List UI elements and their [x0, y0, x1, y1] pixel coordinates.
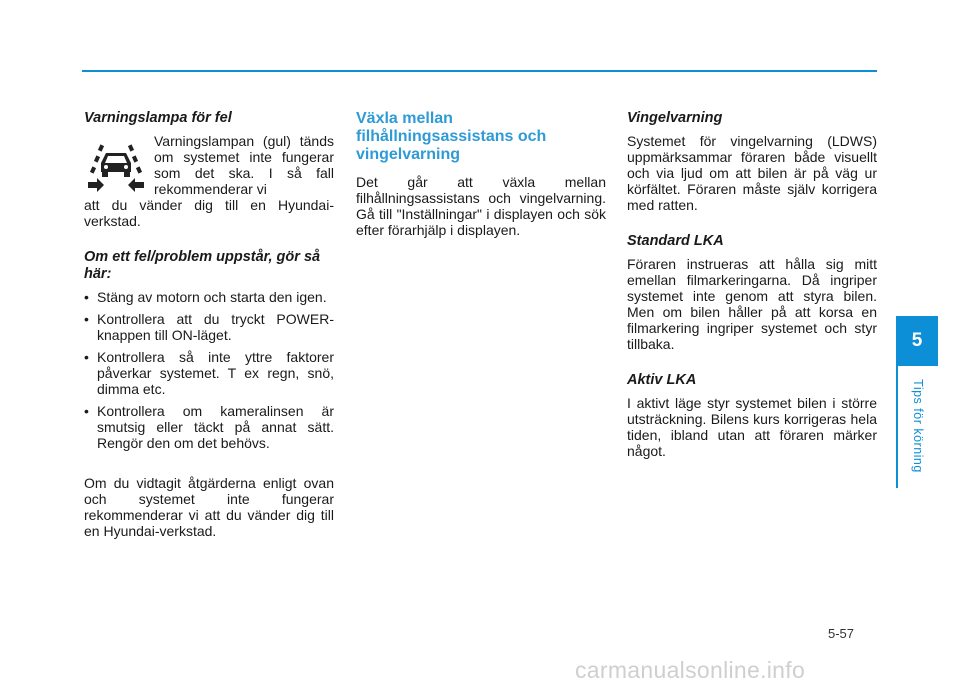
column-middle: [356, 110, 606, 238]
warning-lamp-text-rest: att du vänder dig till en Hyundai-verkstad.: [84, 197, 334, 229]
heading-switch-modes: Växla mellan filhållningsassistans och vingelvarning: [356, 110, 547, 163]
vingelvarning-body: Systemet för vingelvarning (LDWS) uppmärksammar föraren både visuellt och via ljud om att bilen är på väg ur körfältet. Föraren måste själv korrigera med ratten.: [627, 133, 877, 213]
warning-lamp-block: [84, 133, 334, 197]
warning-lamp-text-lead: Varningslampan (gul) tänds om systemet inte fungerar som det ska. I så fall rekommenderar vi: [154, 133, 334, 197]
heading-aktiv-lka: Aktiv LKA: [627, 372, 697, 388]
list-item: • Stäng av motorn och starta den igen.: [84, 289, 334, 305]
heading-standard-lka: Standard LKA: [627, 233, 724, 249]
lane-departure-warning-icon: [84, 139, 148, 195]
column-left: [84, 110, 334, 539]
closing-paragraph: Om du vidtagit åtgärderna enligt ovan och systemet inte fungerar rekommenderar vi att du vänder dig till en Hyundai-verkstad.: [84, 475, 334, 539]
list-item: • Kontrollera att du tryckt POWER-knappen till ON-läget.: [84, 311, 334, 343]
heading-warning-lamp: Varningslampa för fel: [84, 110, 232, 126]
aktiv-lka-body: I aktivt läge styr systemet bilen i större utsträckning. Bilens kurs korrigeras hela tiden, ibland utan att föraren märker något.: [627, 395, 877, 459]
column-right: [627, 110, 877, 459]
list-item: • Kontrollera så inte yttre faktorer påverkar systemet. T ex regn, snö, dimma etc.: [84, 349, 334, 397]
page-number: 5-57: [828, 626, 855, 641]
problem-steps-list: [84, 289, 334, 451]
switch-modes-body: Det går att växla mellan filhållningsassistans och vingelvarning. Gå till "Inställningar" i displayen och sök efter förarhjälp i displayen.: [356, 174, 606, 238]
chapter-title-text: Tips för körning: [911, 379, 925, 473]
list-item: • Kontrollera om kameralinsen är smutsig eller täckt på annat sätt. Rengör den om det behövs.: [84, 403, 334, 451]
standard-lka-body: Föraren instrueras att hålla sig mitt emellan filmarkeringarna. Då ingriper systemet inte genom att styra bilen. Men om bilen håller på att korsa en filmarkering ingriper systemet och styr tillbaka.: [627, 256, 877, 352]
chapter-number-tab: [896, 316, 938, 366]
watermark: carmanualsonline.info: [575, 657, 806, 683]
heading-problem: Om ett fel/problem uppstår, gör så här:: [84, 249, 321, 282]
chapter-side-rule: [896, 366, 898, 488]
top-rule: [82, 70, 877, 72]
heading-vingelvarning: Vingelvarning: [627, 110, 723, 126]
chapter-number: 5: [911, 330, 923, 351]
